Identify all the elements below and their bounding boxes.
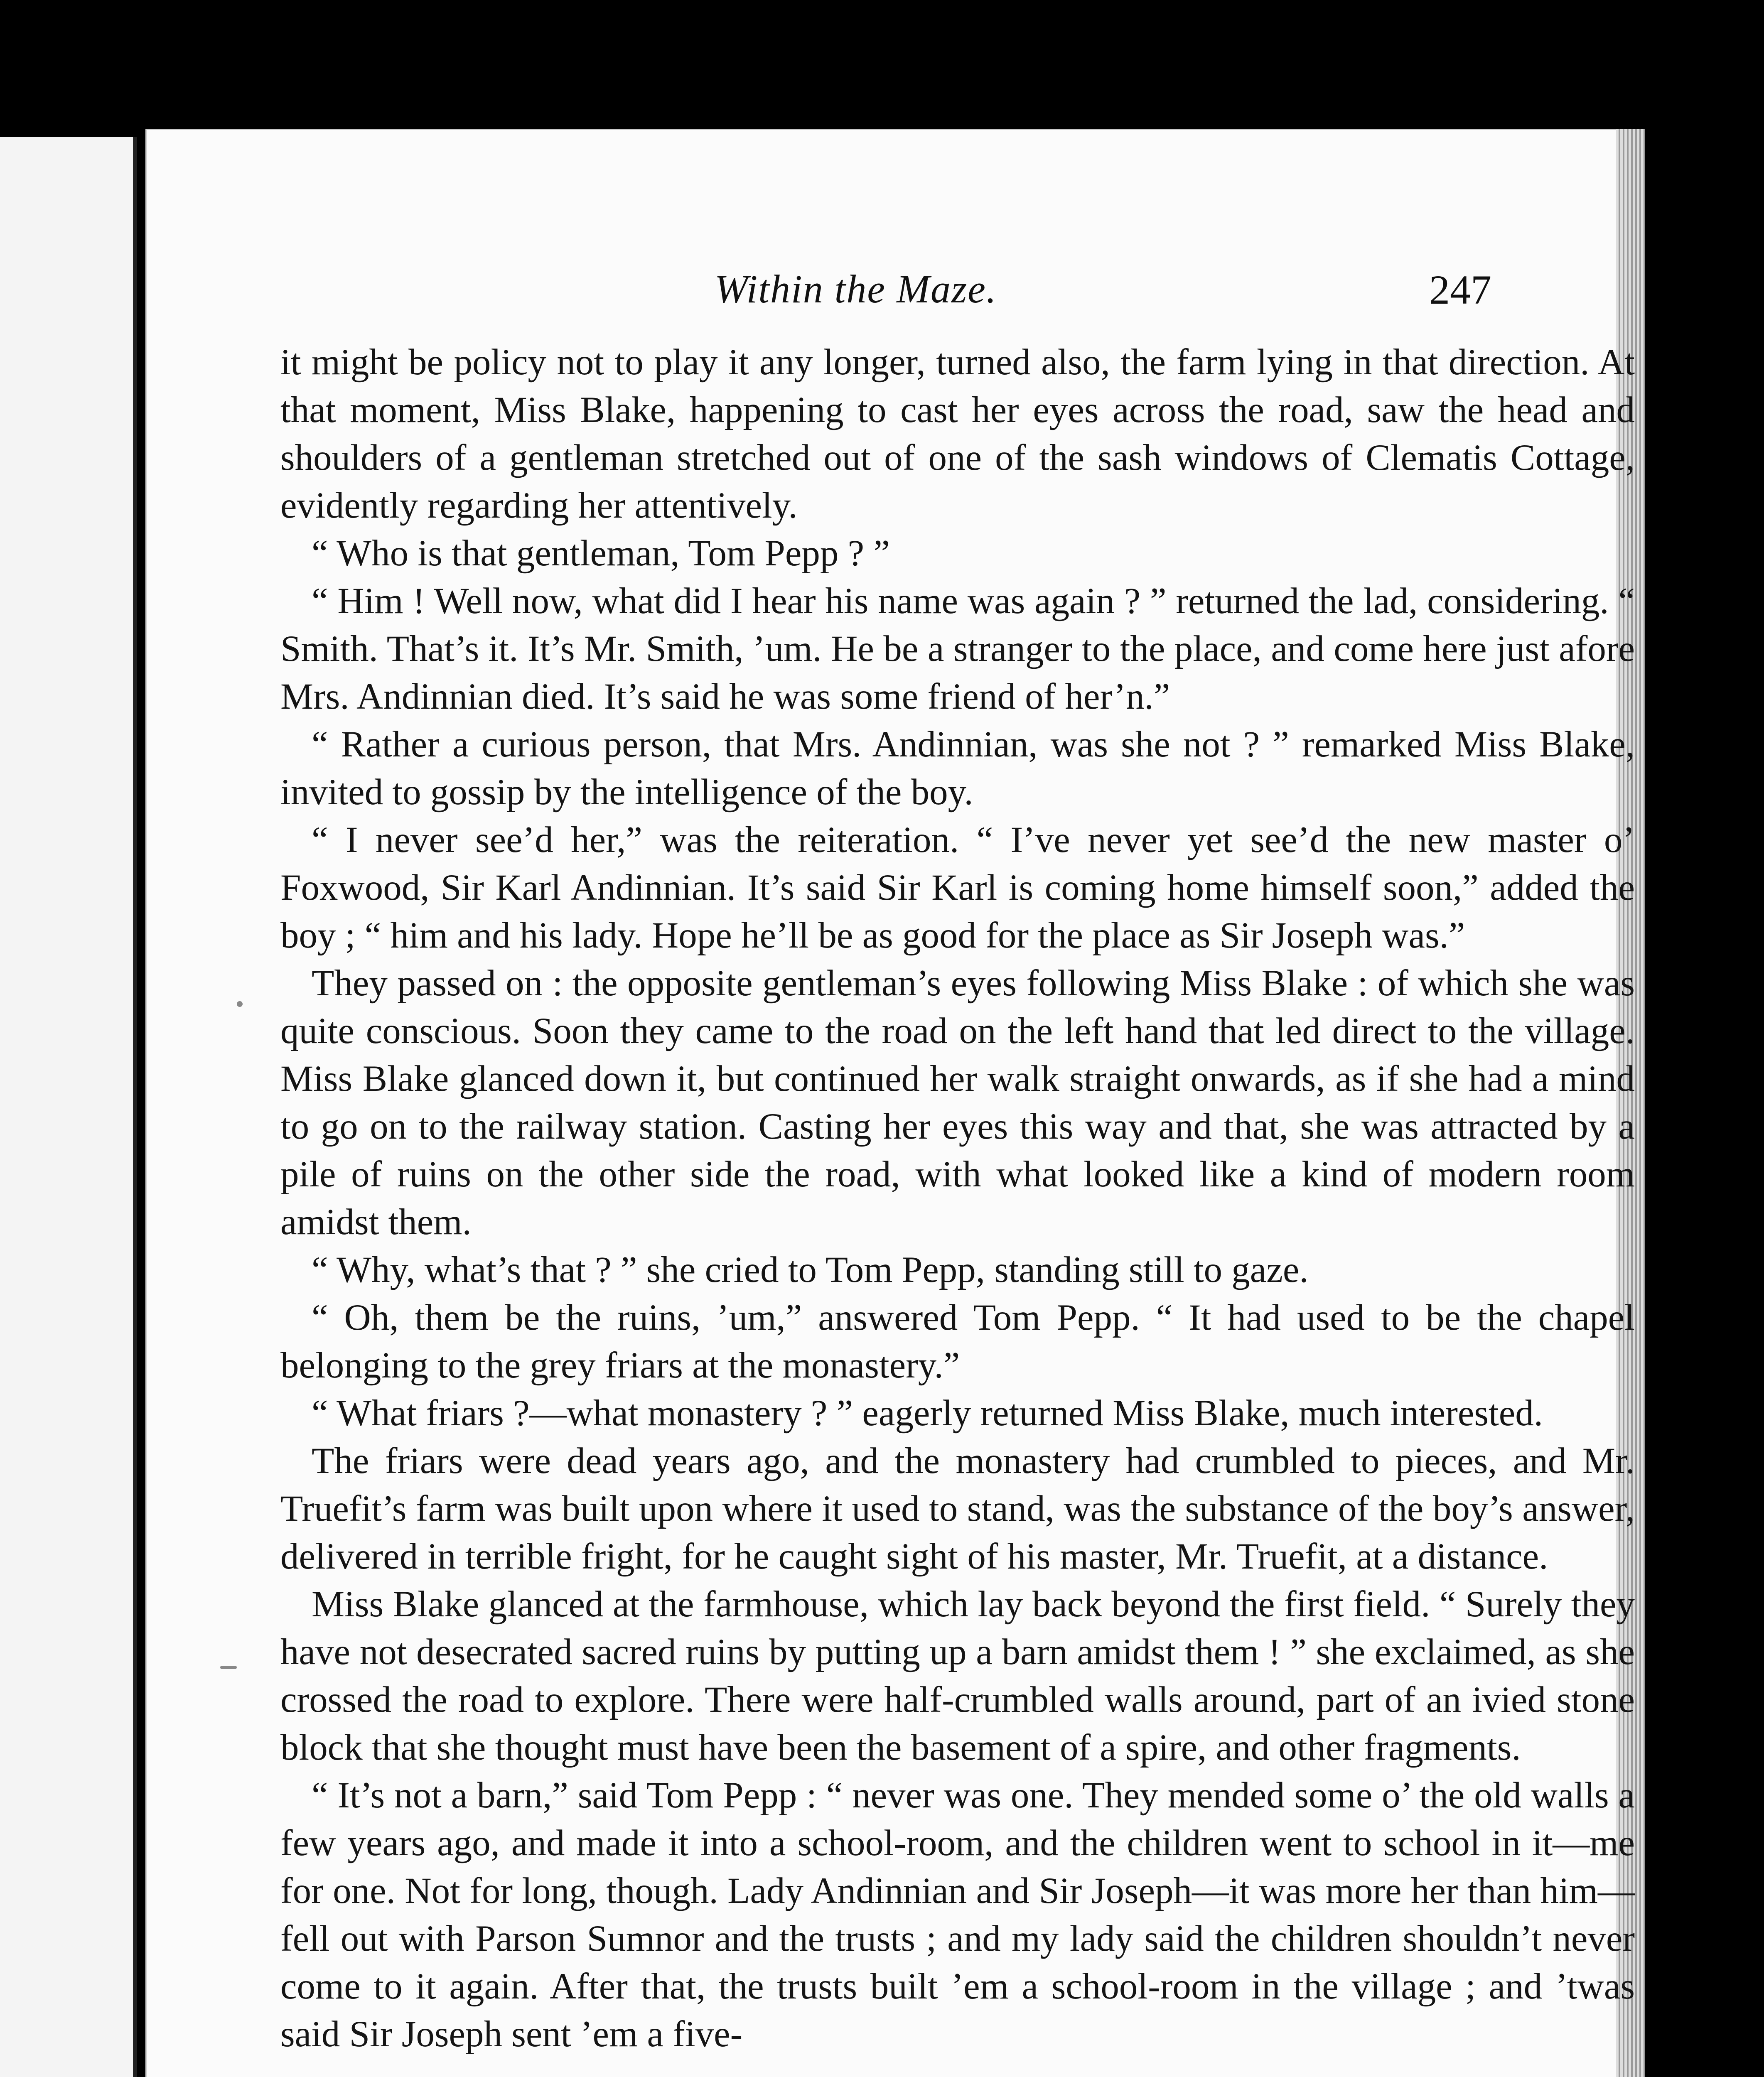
- paragraph: “ Oh, them be the ruins, ’um,” answered Tom Pepp. “ It had used to be the chapel belonging to the grey friars at the monastery.”: [280, 1297, 1635, 1386]
- page-number: 247: [1429, 267, 1491, 313]
- paper-speck: [237, 1001, 243, 1007]
- paper-speck: [220, 1666, 237, 1669]
- book-page: [145, 129, 1645, 2077]
- paragraph: Miss Blake glanced at the farmhouse, which lay back beyond the first field. “ Surely they have not desecrated sacred ruins by putting up a barn amidst them ! ” she exclaimed, as she crossed the road to explore. There were half-crumbled walls around, part of an ivied stone block that she thought must have been the basement of a spire, and other fragments.: [280, 1584, 1635, 1768]
- paragraph: “ Why, what’s that ? ” she cried to Tom Pepp, standing still to gaze.: [312, 1250, 1309, 1290]
- paragraph: “ Who is that gentleman, Tom Pepp ? ”: [312, 533, 890, 574]
- paragraph: “ Rather a curious person, that Mrs. Andinnian, was she not ? ” remarked Miss Blake, invited to gossip by the intelligence of the boy.: [280, 724, 1635, 813]
- paragraph: “ Him ! Well now, what did I hear his name was again ? ” returned the lad, considering. “ Smith. That’s it. It’s Mr. Smith, ’um. He be a stranger to the place, and come here just afore Mrs. Andinnian died. It’s said he was some friend of her’n.”: [280, 581, 1635, 717]
- paragraph: “ It’s not a barn,” said Tom Pepp : “ never was one. They mended some o’ the old walls a few years ago, and made it into a school-room, and the children went to school in it—me for one. Not for long, though. Lady Andinnian and Sir Joseph—it was more her than him—fell out with Parson Sumnor and the trusts ; and my lady said the children shouldn’t never come to it again. After that, the trusts built ’em a school-room in the village ; and ’twas said Sir Joseph sent ’em a five-: [280, 1775, 1635, 2055]
- body-text: [280, 339, 1635, 2058]
- running-title: Within the Maze.: [715, 267, 997, 311]
- paragraph: They passed on : the opposite gentleman’s eyes following Miss Blake : of which she was quite conscious. Soon they came to the road on the left hand that led direct to the village. Miss Blake glanced down it, but continued her walk straight onwards, as if she had a mind to go on to the railway station. Casting her eyes this way and that, she was attracted by a pile of ruins on the other side the road, with what looked like a kind of modern room amidst them.: [280, 963, 1635, 1242]
- paragraph: The friars were dead years ago, and the monastery had crumbled to pieces, and Mr. Truefit’s farm was built upon where it used to stand, was the substance of the boy’s answer, delivered in terrible fright, for he caught sight of his master, Mr. Truefit, at a distance.: [280, 1441, 1635, 1577]
- paragraph: it might be policy not to play it any longer, turned also, the farm lying in that direction. At that moment, Miss Blake, happening to cast her eyes across the road, saw the head and shoulders of a gentleman stretched out of one of the sash windows of Clematis Cottage, evidently regarding her attentively.: [280, 342, 1635, 526]
- paragraph: “ What friars ?—what monastery ? ” eagerly returned Miss Blake, much interested.: [312, 1393, 1543, 1434]
- running-head: [145, 266, 1645, 328]
- previous-page-edge: [0, 137, 137, 2077]
- paragraph: “ I never see’d her,” was the reiteration. “ I’ve never yet see’d the new master o’ Foxwood, Sir Karl Andinnian. It’s said Sir Karl is coming home himself soon,” added the boy ; “ him and his lady. Hope he’ll be as good for the place as Sir Joseph was.”: [280, 820, 1635, 956]
